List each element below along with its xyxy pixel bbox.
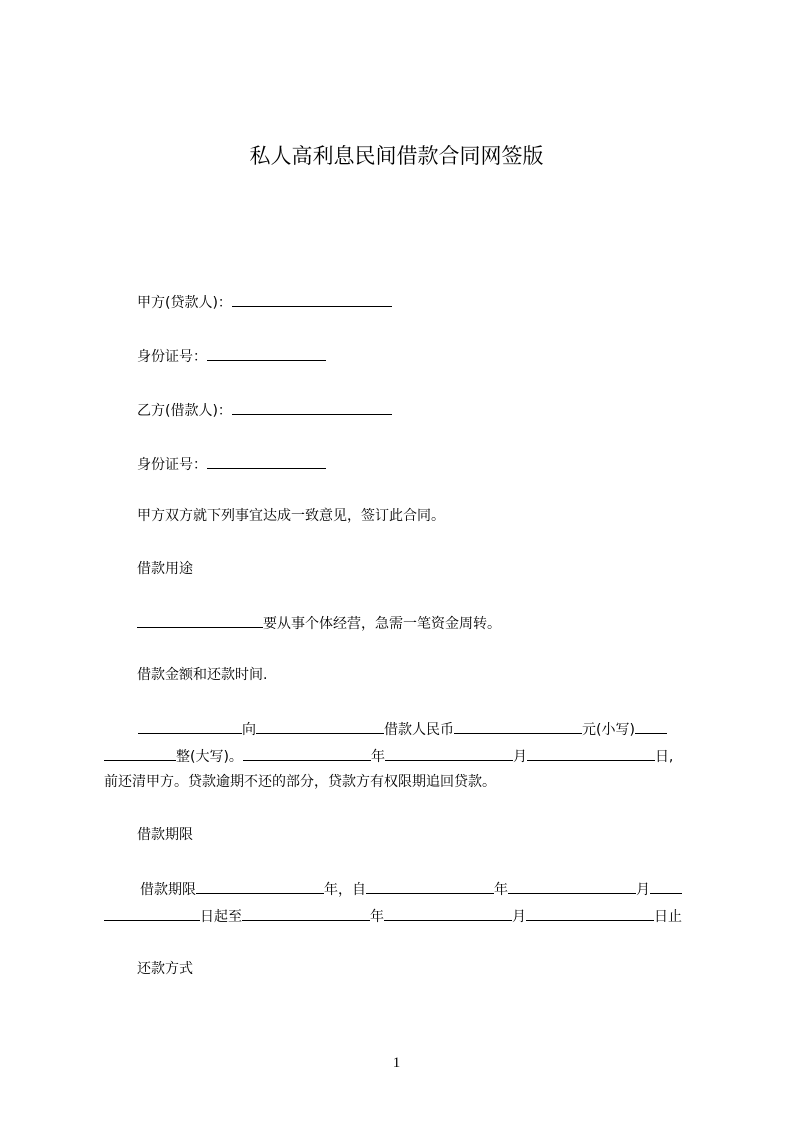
amount-small-blank[interactable] [454,718,582,734]
borrower-blank-1[interactable] [256,718,320,734]
borrow-rmb-text: 借款人民币 [384,722,454,738]
year-from-text: 年，自 [324,882,366,898]
purpose-line [137,612,501,634]
term-label: 借款期限 [140,882,196,898]
purpose-heading: 借款用途 [137,561,193,577]
repay-day-blank[interactable] [527,745,655,761]
day-text: 日, [654,749,674,765]
amount-line-2 [104,745,673,767]
borrower-blank-2[interactable] [320,718,384,734]
start-day-blank-1[interactable] [650,878,682,894]
amount-big-blank[interactable] [104,745,176,761]
year-text: 年 [370,749,385,765]
document-title: 私人高利息民间借款合同网签版 [249,144,544,168]
month-text: 月 [512,749,527,765]
day-end-text: 日止 [654,909,682,925]
term-line-2 [104,905,682,927]
party-a-line [137,291,392,313]
repay-heading: 还款方式 [137,961,193,977]
start-year-text: 年 [494,882,508,898]
start-month-text: 月 [636,882,650,898]
amount-line-1 [138,718,667,740]
party-b-label: 乙方(借款人)： [137,403,232,419]
party-a-blank[interactable] [232,291,392,307]
start-year-blank[interactable] [366,878,494,894]
party-b-id-line [137,453,326,475]
party-b-line [137,399,392,421]
term-heading: 借款期限 [137,827,193,843]
end-month-blank[interactable] [384,905,512,921]
party-b-id-blank[interactable] [207,453,326,469]
term-line-1 [140,878,682,900]
amount-small-blank-2[interactable] [635,718,667,734]
amount-heading: 借款金额和还款时间. [137,667,268,683]
end-month-text: 月 [512,909,526,925]
end-year-text: 年 [370,909,384,925]
id-label-a: 身份证号： [137,349,207,365]
start-day-blank-2[interactable] [104,905,200,921]
page-number: 1 [392,1055,401,1071]
repay-month-blank[interactable] [385,745,513,761]
repay-year-blank[interactable] [243,745,371,761]
party-a-id-line [137,345,326,367]
yuan-small-text: 元(小写) [582,722,635,738]
party-b-blank[interactable] [232,399,392,415]
id-label-b: 身份证号： [137,457,207,473]
term-years-blank[interactable] [196,878,324,894]
amount-line-3: 前还清甲方。贷款逾期不还的部分，贷款方有权限期追回贷款。 [104,774,496,790]
to-text: 向 [242,722,256,738]
purpose-blank[interactable] [137,612,263,628]
zheng-big-text: 整(大写)。 [176,749,243,765]
purpose-text: 要从事个体经营，急需一笔资金周转。 [263,616,501,632]
start-to-text: 日起至 [200,909,242,925]
lender-name-blank[interactable] [138,718,242,734]
party-a-id-blank[interactable] [207,345,326,361]
end-day-blank[interactable] [526,905,654,921]
party-a-label: 甲方(贷款人)： [137,295,232,311]
end-year-blank[interactable] [242,905,370,921]
agreement-text: 甲方双方就下列事宜达成一致意见，签订此合同。 [137,508,445,524]
start-month-blank[interactable] [508,878,636,894]
